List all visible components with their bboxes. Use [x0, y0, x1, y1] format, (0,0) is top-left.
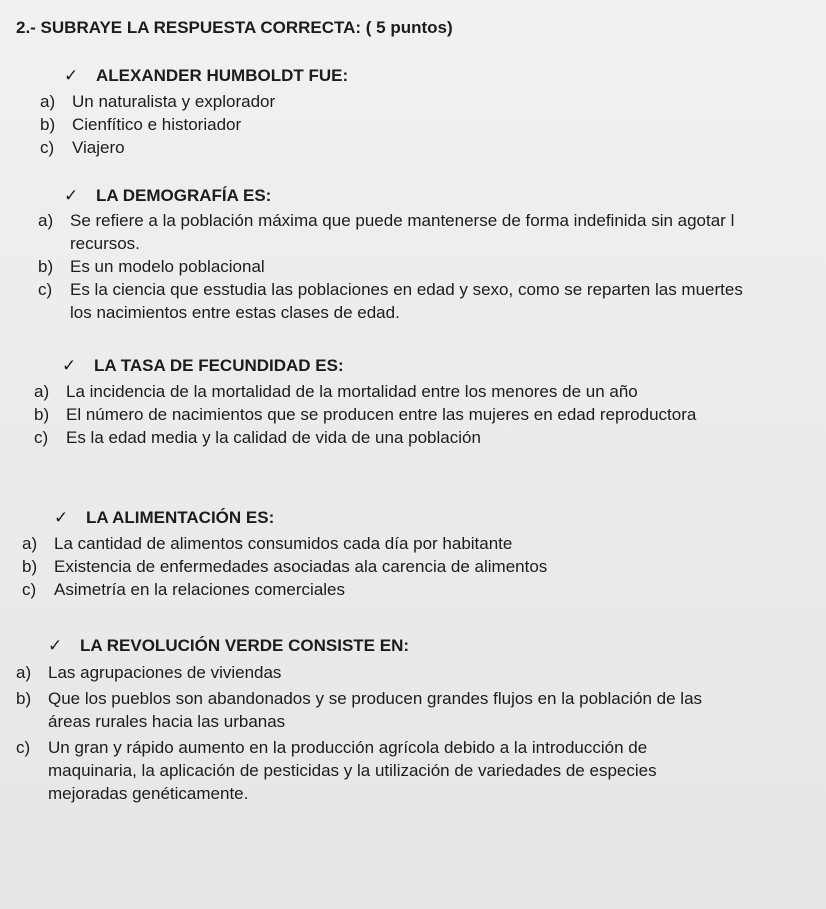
option-letter: b) [34, 405, 50, 424]
option-letter: a) [40, 92, 56, 111]
option-text: El número de nacimientos que se producen entre las mujeres en edad reproductora [66, 405, 697, 424]
option-line: Es la ciencia que esstudia las poblaciones en edad y sexo, como se reparten las muertes [70, 280, 743, 299]
option-text: Existencia de enfermedades asociadas ala carencia de alimentos [54, 557, 548, 576]
option-text: Asimetría en la relaciones comerciales [54, 580, 346, 599]
option-b[interactable] [16, 687, 826, 733]
question-heading-text: ALEXANDER HUMBOLDT FUE: [96, 66, 349, 85]
option-letter: c) [16, 738, 31, 757]
option-text: La incidencia de la mortalidad de la mortalidad entre los menores de un año [66, 382, 638, 401]
question-heading-text: LA REVOLUCIÓN VERDE CONSISTE EN: [80, 636, 410, 655]
question-fecundidad [0, 356, 826, 449]
question-humboldt [0, 66, 826, 159]
option-line: mejoradas genéticamente. [48, 784, 249, 803]
checkmark-icon: ✓ [54, 508, 69, 527]
option-text [48, 736, 657, 805]
option-c[interactable] [38, 278, 826, 324]
option-letter: c) [38, 280, 53, 299]
question-heading [0, 66, 826, 86]
option-letter: a) [38, 211, 54, 230]
option-letter: b) [38, 257, 54, 276]
question-revolucion-verde [0, 636, 826, 805]
option-text: Las agrupaciones de viviendas [48, 663, 282, 682]
question-alimentacion [0, 508, 826, 601]
option-letter: b) [16, 689, 32, 708]
option-c[interactable] [22, 578, 826, 601]
question-heading [0, 636, 826, 656]
question-heading-text: LA DEMOGRAFÍA ES: [96, 186, 272, 205]
question-heading [0, 186, 826, 206]
option-line: recursos. [70, 234, 140, 253]
option-letter: a) [34, 382, 50, 401]
option-c[interactable] [16, 736, 826, 805]
checkmark-icon: ✓ [48, 636, 63, 655]
option-line: los nacimientos entre estas clases de edad. [70, 303, 400, 322]
option-text: Es la edad media y la calidad de vida de una población [66, 428, 481, 447]
section-title: 2.- SUBRAYE LA RESPUESTA CORRECTA: ( 5 puntos) [16, 18, 453, 37]
option-text: Un naturalista y explorador [72, 92, 276, 111]
option-letter: a) [16, 663, 32, 682]
option-text: Cienfítico e historiador [72, 115, 242, 134]
option-a[interactable] [16, 661, 826, 684]
option-text: Es un modelo poblacional [70, 257, 265, 276]
option-c[interactable] [40, 136, 826, 159]
question-heading-text: LA ALIMENTACIÓN ES: [86, 508, 275, 527]
option-line: maquinaria, la aplicación de pesticidas y la utilización de variedades de especies [48, 761, 657, 780]
option-b[interactable] [40, 113, 826, 136]
checkmark-icon: ✓ [64, 66, 79, 85]
question-heading [0, 508, 826, 528]
question-heading [0, 356, 826, 376]
question-demografia [0, 186, 826, 324]
option-text [70, 209, 734, 255]
checkmark-icon: ✓ [62, 356, 77, 375]
option-a[interactable] [38, 209, 826, 255]
option-a[interactable] [22, 532, 826, 555]
option-line: Se refiere a la población máxima que puede mantenerse de forma indefinida sin agotar l [70, 211, 735, 230]
checkmark-icon: ✓ [64, 186, 79, 205]
option-b[interactable] [22, 555, 826, 578]
option-line: Que los pueblos son abandonados y se producen grandes flujos en la población de las [48, 689, 703, 708]
question-heading-text: LA TASA DE FECUNDIDAD ES: [94, 356, 344, 375]
option-text [70, 278, 743, 324]
option-letter: a) [22, 534, 38, 553]
option-b[interactable] [34, 403, 826, 426]
option-b[interactable] [38, 255, 826, 278]
option-text: La cantidad de alimentos consumidos cada día por habitante [54, 534, 513, 553]
option-a[interactable] [40, 90, 826, 113]
option-line: áreas rurales hacia las urbanas [48, 712, 286, 731]
option-a[interactable] [34, 380, 826, 403]
option-letter: c) [40, 138, 55, 157]
option-letter: c) [34, 428, 49, 447]
option-line: Un gran y rápido aumento en la producción agrícola debido a la introducción de [48, 738, 648, 757]
option-text [48, 687, 702, 733]
option-letter: b) [22, 557, 38, 576]
option-letter: c) [22, 580, 37, 599]
option-text: Viajero [72, 138, 125, 157]
option-letter: b) [40, 115, 56, 134]
option-c[interactable] [34, 426, 826, 449]
